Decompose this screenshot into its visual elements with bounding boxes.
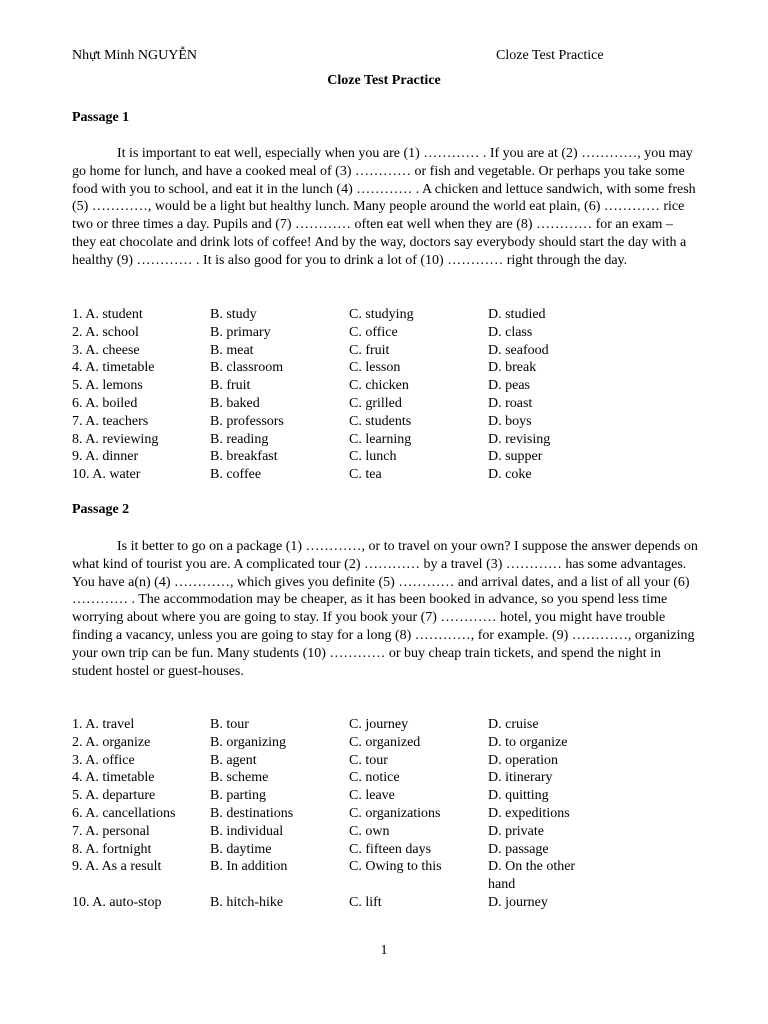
option-c: C. tea	[349, 467, 382, 483]
passage2-heading: Passage 2	[72, 502, 130, 517]
option-d: D. operation	[488, 752, 558, 768]
passage2-paragraph: Is it better to go on a package (1) …………, or to travel on your own? I suppose the answer depends on what kind of tourist you are. A complicated tour (2) ………… by a travel (3) ………… has some advantages. You have a(n) (4) …………, which gives you definite (5) ………… and arrival dates, and a list of all your (6) ………… . The accommodation may be cheaper, as it has been booked in advance, so you spend less time worrying about where you are going to stay. If you book your (7) ………… hotel, you might have trouble finding a vacancy, unless you are going to stay for a long (8) …………, for example. (9) …………, organizing your own trip can be fun. Many students (10) ………… or buy cheap train tickets, and spend the night in student hostel or guest-houses.	[72, 539, 698, 679]
option-d: D. expeditions	[488, 805, 570, 821]
option-b: B. individual	[210, 823, 284, 839]
option-a: 1. A. student	[72, 307, 143, 322]
page-number: 1	[380, 943, 388, 958]
option-a: 5. A. lemons	[72, 378, 143, 394]
passage1-heading: Passage 1	[72, 110, 130, 125]
option-d: D. roast	[488, 395, 533, 411]
option-b: B. organizing	[210, 734, 286, 750]
option-a: 10. A. auto-stop	[72, 894, 162, 910]
option-d: D. private	[488, 823, 544, 839]
option-a: 5. A. departure	[72, 788, 156, 804]
option-c: C. students	[349, 413, 412, 429]
option-a: 4. A. timetable	[72, 770, 155, 786]
option-d: D. journey	[488, 894, 548, 910]
option-d: D. seafood	[488, 342, 549, 358]
option-b: B. destinations	[210, 805, 294, 821]
option-a: 8. A. reviewing	[72, 431, 159, 447]
option-b: B. reading	[210, 431, 269, 447]
option-b: B. meat	[210, 342, 254, 358]
option-b: B. daytime	[210, 841, 272, 857]
option-c: C. lesson	[349, 360, 401, 376]
option-c: C. office	[349, 324, 398, 340]
option-c: C. lunch	[349, 449, 397, 465]
option-a: 1. A. travel	[72, 717, 135, 732]
header-author: Nhựt Minh NGUYỄN	[72, 48, 198, 63]
option-a: 6. A. boiled	[72, 395, 138, 411]
option-d: D. quitting	[488, 788, 549, 804]
option-b: B. professors	[210, 413, 284, 429]
option-c: C. notice	[349, 770, 400, 786]
option-c: C. leave	[349, 788, 395, 804]
option-d: D. itinerary	[488, 770, 553, 786]
passage1-paragraph: It is important to eat well, especially when you are (1) ………… . If you are at (2) …………, you may go home for lunch, and have a cooked meal of (3) ………… or fish and vegetable. Or perhaps you take some food with you to school, and eat it in the lunch (4) ………… . A chicken and lettuce sandwich, with some fresh (5) …………, would be a light but healthy lunch. Many people around the world eat plain, (6) ………… rice two or three times a day. Pupils and (7) ………… often eat well when they are (8) ………… for an exam – they eat chocolate and drink lots of coffee! And by the way, doctors say everybody should start the day with a healthy (9) ………… . It is also good for you to drink a lot of (10) ………… right through the day.	[72, 146, 696, 268]
option-d: D. passage	[488, 841, 549, 857]
option-d: D. peas	[488, 378, 530, 394]
option-c: C. fifteen days	[349, 841, 432, 857]
passage2-text	[72, 538, 698, 680]
option-d: D. break	[488, 360, 537, 376]
option-d: D. coke	[488, 467, 532, 483]
option-d: D. On the other	[488, 859, 576, 875]
option-b: B. agent	[210, 752, 257, 768]
option-c: C. studying	[349, 307, 414, 322]
option-d: D. revising	[488, 431, 551, 447]
option-b: B. breakfast	[210, 449, 278, 465]
option-c: C. fruit	[349, 342, 390, 358]
option-a: 9. A. dinner	[72, 449, 139, 465]
option-c: C. learning	[349, 431, 412, 447]
option-a: 3. A. cheese	[72, 342, 140, 358]
option-a: 7. A. teachers	[72, 413, 149, 429]
option-d: D. studied	[488, 307, 546, 322]
passage1-text	[72, 145, 698, 270]
option-c: C. Owing to this	[349, 859, 442, 875]
option-c: C. organizations	[349, 805, 441, 821]
option-c: C. lift	[349, 894, 382, 910]
option-b: B. baked	[210, 395, 260, 411]
option-c: C. own	[349, 823, 390, 839]
option-a: 8. A. fortnight	[72, 841, 152, 857]
option-d: D. class	[488, 324, 533, 340]
option-d-continuation: hand	[488, 877, 516, 893]
header-running-title: Cloze Test Practice	[496, 48, 604, 63]
option-d: D. cruise	[488, 717, 539, 732]
option-c: C. grilled	[349, 395, 402, 411]
option-b: B. primary	[210, 324, 271, 340]
option-b: B. tour	[210, 717, 249, 732]
option-b: B. coffee	[210, 467, 262, 483]
option-d: D. to organize	[488, 734, 568, 750]
option-c: C. chicken	[349, 378, 409, 394]
option-a: 10. A. water	[72, 467, 141, 483]
option-b: B. study	[210, 307, 257, 322]
document-title: Cloze Test Practice	[327, 73, 441, 88]
option-b: B. parting	[210, 788, 266, 804]
option-a: 7. A. personal	[72, 823, 150, 839]
option-a: 6. A. cancellations	[72, 805, 176, 821]
option-b: B. fruit	[210, 378, 251, 394]
option-a: 2. A. organize	[72, 734, 151, 750]
option-c: C. journey	[349, 717, 409, 732]
option-d: D. supper	[488, 449, 543, 465]
option-a: 2. A. school	[72, 324, 139, 340]
option-a: 4. A. timetable	[72, 360, 155, 376]
option-c: C. tour	[349, 752, 388, 768]
option-a: 9. A. As a result	[72, 859, 162, 875]
option-c: C. organized	[349, 734, 421, 750]
option-b: B. In addition	[210, 859, 288, 875]
option-b: B. classroom	[210, 360, 284, 376]
option-d: D. boys	[488, 413, 532, 429]
option-b: B. hitch-hike	[210, 894, 284, 910]
option-a: 3. A. office	[72, 752, 135, 768]
option-b: B. scheme	[210, 770, 269, 786]
